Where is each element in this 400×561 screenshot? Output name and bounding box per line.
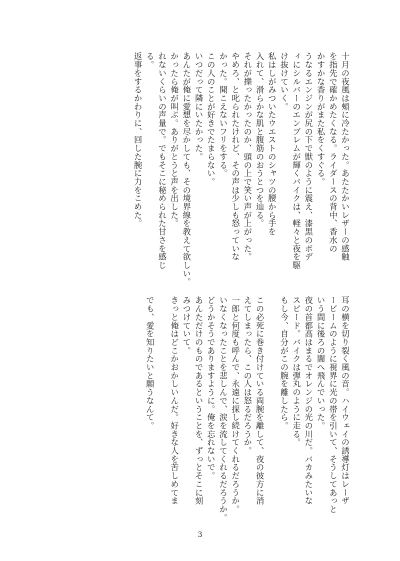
text-line: 耳の横を切り裂く風の音。ハイウェイの誘導灯はレーザ: [341, 296, 351, 505]
text-line: どうかそうでありますように。俺を忘れないで。: [206, 296, 217, 480]
text-block-bottom: [145, 296, 352, 522]
text-line: 一郎と何度も呼んで、永遠に探し続けてくれるだろうか。: [231, 296, 242, 514]
text-line: いなくなったことを悲しんで、涙を流してくれるだろうか。: [218, 296, 229, 522]
text-line: この必死に巻き付けている両腕を離して、夜の彼方に消: [255, 296, 266, 505]
text-line: いう間に後ろの闇へ飛んでいった。: [316, 296, 327, 430]
text-line: もし今、自分がこの腕を離したら。: [279, 296, 290, 430]
text-line: かすかな香りがまた私をくすぐる。: [316, 52, 327, 186]
text-line: きっと俺はどこかおかしいんだ。好きな人を苦しめてま: [170, 296, 181, 505]
text-line: それが擽ったかったのか、頭の上で笑い声が上がった。: [243, 52, 254, 261]
text-line: でも、愛を知りたいと願うなんて。: [145, 296, 156, 430]
text-line: 私はしがみついたウエストのシャツの腰から手を: [267, 52, 278, 236]
text-line: 夜の首都高はまるでオレンジの光の川だ。バカみたいな: [304, 296, 315, 505]
text-line: ィにシルバーのエンブレムが輝くバイクは、軽々と夜を駆: [292, 52, 303, 270]
text-line: 返事をするかわりに、回した腕に力をこめた。: [133, 52, 144, 228]
text-line: け抜けていく。: [279, 52, 290, 111]
text-block-top: [120, 52, 352, 286]
text-line: あんたが俺に愛想を尽かしても、その境界線を教えて欲しい。: [182, 52, 193, 286]
page-number: 3: [197, 530, 203, 539]
text-line: る。: [145, 52, 156, 69]
text-line: 入れて、滑らかな肌と腹筋のおうとつを辿る。: [255, 52, 266, 228]
text-line: を指先で確かめたくなる。ライダースの背中、香水の: [328, 52, 339, 253]
text-line: スピード。バイクは弾丸のように走る。: [292, 296, 303, 447]
text-line: えてしまったら、この人は怒るだろうか。: [243, 296, 254, 455]
text-line: ービームのように視界に光の帯を引いて、そうしてあっと: [328, 296, 339, 514]
text-line: やめろ、と叱られたけれど、その声は少しも怒っていな: [231, 52, 242, 261]
text-line: この人のことが好きでたまらない。: [206, 52, 217, 186]
text-line: 十月の夜風は頰に冷たかった。あたたかいレザーの感触: [341, 52, 351, 261]
text-line: うなるエンジンが尻の下で獣のように震え、漆黒のボデ: [304, 52, 315, 261]
text-line: れないくらいの声量で。でもそこに秘められた甘さを感じ: [157, 52, 168, 270]
text-line: みつけていて。: [182, 296, 193, 355]
text-line: かったら俺が叫ぶ。ありがとうと声を出した。: [170, 52, 181, 228]
text-line: いつだって隣にいたかった。: [194, 52, 205, 161]
text-line: かった。聞こえないフリをする。: [218, 52, 229, 178]
text-line: あんただけのものであるということを、ずっとそこに刻: [194, 296, 205, 505]
